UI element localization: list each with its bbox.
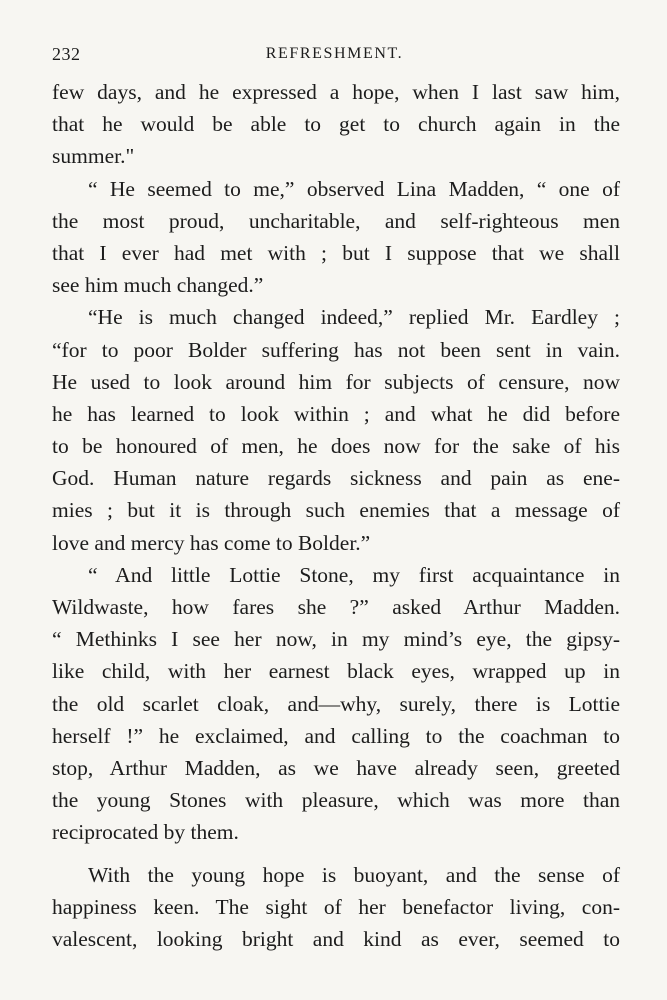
text-line: herself !” he exclaimed, and calling to the coachman to xyxy=(52,723,620,748)
text-line: “ And little Lottie Stone, my first acquaintance in xyxy=(88,562,620,587)
body-text xyxy=(52,76,620,955)
text-line: “ He seemed to me,” observed Lina Madden, “ one of xyxy=(88,176,620,201)
running-title: REFRESHMENT. xyxy=(265,45,404,62)
page-header xyxy=(52,44,617,68)
text-line: “ Methinks I see her now, in my mind’s eye, the gipsy- xyxy=(52,627,620,652)
paragraph xyxy=(52,301,620,559)
paragraph xyxy=(52,559,620,849)
text-line: that I ever had met with ; but I suppose that we shall xyxy=(52,240,620,265)
text-line: happiness keen. The sight of her benefactor living, con- xyxy=(52,894,620,919)
paragraph xyxy=(52,859,620,956)
page-number: 232 xyxy=(52,44,81,64)
text-line: Wildwaste, how fares she ?” asked Arthur Madden. xyxy=(52,595,620,619)
paragraph xyxy=(52,173,620,302)
text-line: the most proud, uncharitable, and self-righteous men xyxy=(52,208,620,233)
text-line: mies ; but it is through such enemies that a message of xyxy=(52,498,620,523)
text-line: love and mercy has come to Bolder.” xyxy=(52,530,371,555)
text-line: summer." xyxy=(52,144,135,169)
text-line: reciprocated by them. xyxy=(52,820,239,845)
text-line: the old scarlet cloak, and—why, surely, there is Lottie xyxy=(52,691,620,716)
text-line: that he would be able to get to church again in the xyxy=(52,112,620,137)
text-line: With the young hope is buoyant, and the sense of xyxy=(88,862,620,887)
text-line: stop, Arthur Madden, as we have already seen, greeted xyxy=(52,755,620,780)
paragraph-gap xyxy=(52,849,620,859)
text-line: see him much changed.” xyxy=(52,273,264,298)
text-line: few days, and he expressed a hope, when I last saw him, xyxy=(52,80,620,104)
text-line: to be honoured of men, he does now for the sake of his xyxy=(52,434,620,459)
text-line: valescent, looking bright and kind as ever, seemed to xyxy=(52,926,620,951)
text-line: “for to poor Bolder suffering has not been sent in vain. xyxy=(52,337,620,362)
text-line: like child, with her earnest black eyes, wrapped up in xyxy=(52,659,620,684)
paragraph xyxy=(52,76,620,173)
text-line: He used to look around him for subjects of censure, now xyxy=(52,369,620,394)
text-line: God. Human nature regards sickness and pain as ene- xyxy=(52,466,620,491)
text-line: “He is much changed indeed,” replied Mr. Eardley ; xyxy=(88,305,620,330)
text-line: he has learned to look within ; and what he did before xyxy=(52,401,620,426)
text-line: the young Stones with pleasure, which was more than xyxy=(52,788,620,813)
